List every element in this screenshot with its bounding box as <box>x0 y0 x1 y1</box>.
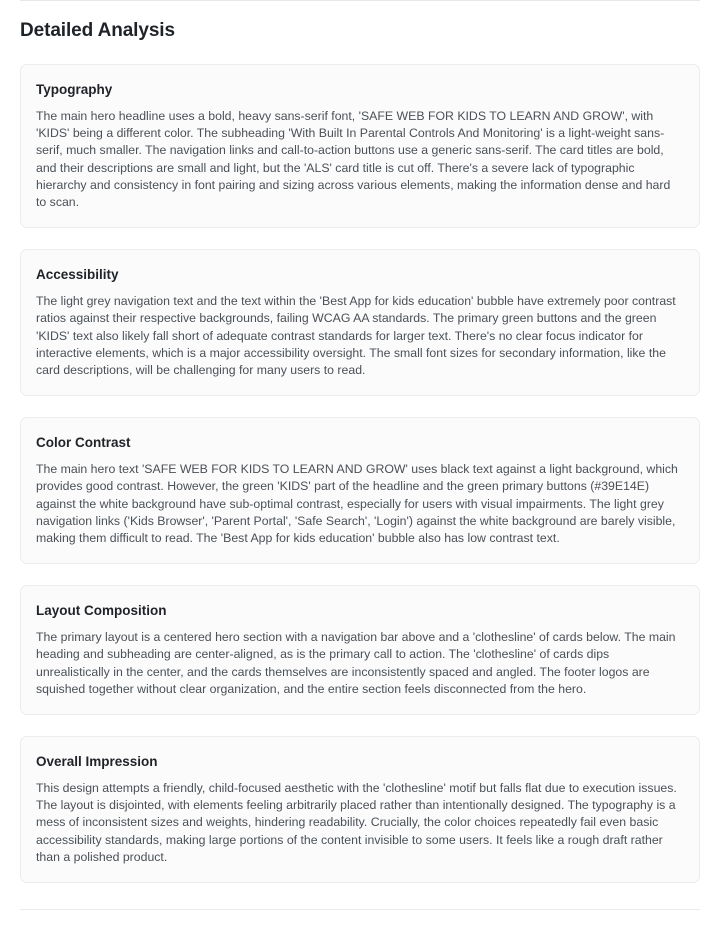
analysis-card-color-contrast <box>20 417 700 564</box>
analysis-card-layout-composition <box>20 585 700 715</box>
card-body: The primary layout is a centered hero section with a navigation bar above and a 'clothesline' of cards below. The main heading and subheading are center-aligned, as is the primary call to action. The 'clothesline' of cards dips unrealistically in the center, and the cards themselves are inconsistently spaced and angled. The footer logos are squished together without clear organization, and the entire section feels disconnected from the hero. <box>36 630 676 696</box>
bottom-divider <box>20 909 700 910</box>
card-title: Accessibility <box>36 267 119 283</box>
card-body: The main hero headline uses a bold, heavy sans-serif font, 'SAFE WEB FOR KIDS TO LEARN AND GROW', with 'KIDS' being a different color. The subheading 'With Built In Parental Controls And Monitoring' is a light-weight sans-serif, much smaller. The navigation links and call-to-action buttons use a generic sans-serif. The card titles are bold, and their descriptions are small and light, but the 'ALS' card title is cut off. There's a severe lack of typographic hierarchy and consistency in font pairing and sizing across various elements, making the information dense and hard to scan. <box>36 109 671 210</box>
detailed-analysis-page <box>0 1 720 909</box>
card-body: The main hero text 'SAFE WEB FOR KIDS TO LEARN AND GROW' uses black text against a light background, which provides good contrast. However, the green 'KIDS' part of the headline and the green primary buttons (#39E14E) against the white background have sub-optimal contrast, especially for users with visual impairments. The light grey navigation links ('Kids Browser', 'Parent Portal', 'Safe Search', 'Login') against the white background are barely visible, making them difficult to read. The 'Best App for kids education' bubble also has low contrast text. <box>36 462 678 546</box>
page-title: Detailed Analysis <box>20 20 175 41</box>
analysis-card-typography <box>20 64 700 228</box>
analysis-card-list <box>20 64 700 909</box>
card-title: Color Contrast <box>36 435 131 451</box>
analysis-card-overall-impression <box>20 736 700 883</box>
card-title: Overall Impression <box>36 754 158 770</box>
card-title: Layout Composition <box>36 603 167 619</box>
card-body: The light grey navigation text and the text within the 'Best App for kids education' bubble have extremely poor contrast ratios against their respective backgrounds, failing WCAG AA standards. The primary green buttons and the green 'KIDS' text also likely fall short of adequate contrast standards for larger text. There's no clear focus indicator for interactive elements, which is a major accessibility oversight. The small font sizes for secondary information, like the card descriptions, will be challenging for many users to read. <box>36 294 676 378</box>
analysis-card-accessibility <box>20 249 700 396</box>
card-title: Typography <box>36 82 113 97</box>
card-body: This design attempts a friendly, child-focused aesthetic with the 'clothesline' motif but falls flat due to execution issues. The layout is disjointed, with elements feeling arbitrarily placed rather than intentionally designed. The typography is a mess of inconsistent sizes and weights, hindering readability. Crucially, the color choices repeatedly fail even basic accessibility standards, making large portions of the content invisible to some users. It feels like a rough draft rather than a polished product. <box>36 781 677 864</box>
